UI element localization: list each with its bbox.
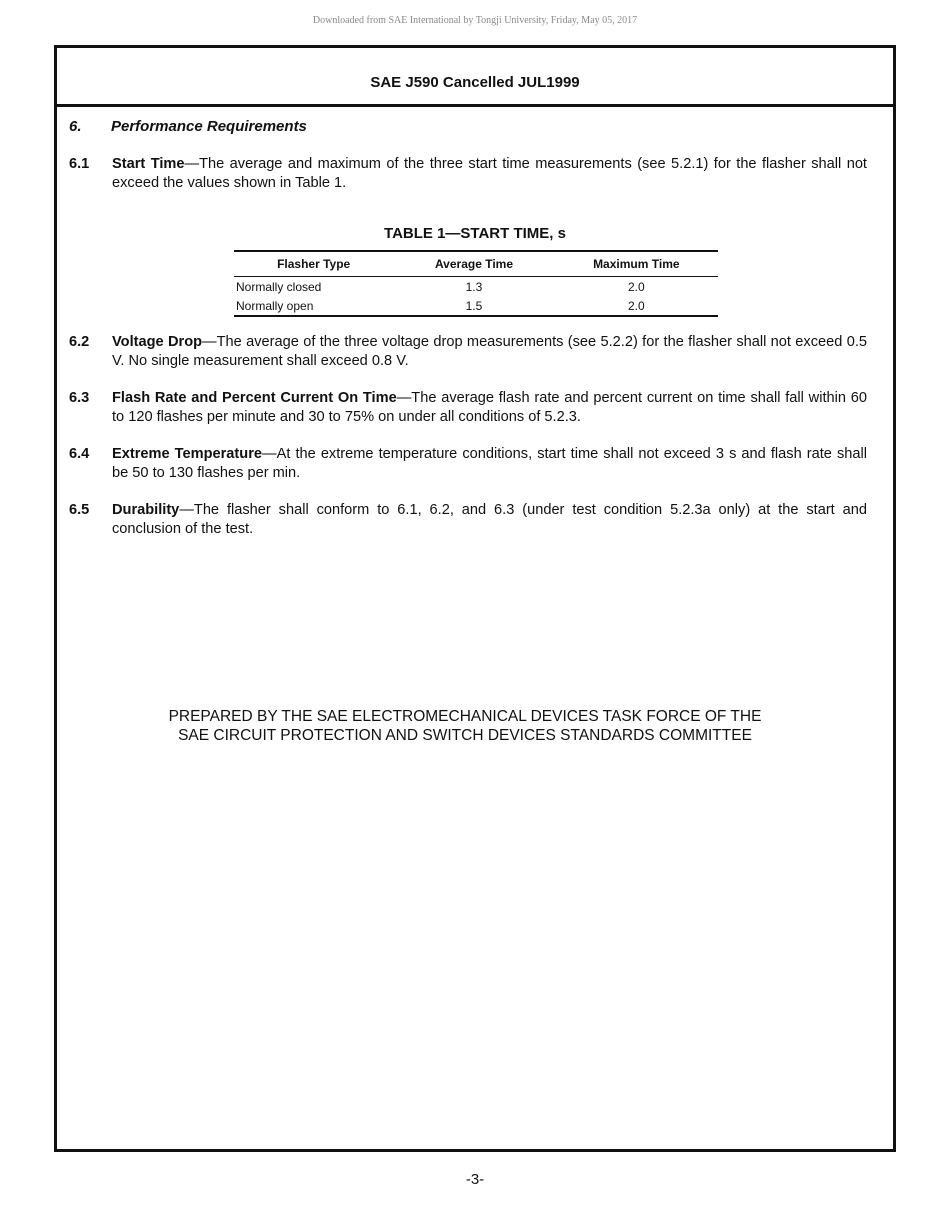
table-header-row bbox=[234, 251, 718, 277]
paragraph-text: —The flasher shall conform to 6.1, 6.2, and 6.3 (under test condition 5.2.3a only) at the start and conclusion of the test. bbox=[112, 502, 867, 537]
table-row bbox=[234, 296, 718, 316]
paragraph-term: Flash Rate and Percent Current On Time bbox=[112, 390, 397, 406]
paragraph-term: Start Time bbox=[112, 156, 185, 172]
paragraph-number: 6.1 bbox=[69, 156, 90, 172]
paragraph-6-2 bbox=[69, 333, 867, 371]
table-cell: 2.0 bbox=[627, 279, 645, 294]
page-number: -3- bbox=[465, 1171, 485, 1188]
paragraph-text: —At the extreme temperature conditions, start time shall not exceed 3 s and flash rate shall be 50 to 130 flashes per min. bbox=[112, 446, 867, 481]
paragraph-text: —The average flash rate and percent current on time shall fall within 60 to 120 flashes per minute and 30 to 75% on under all conditions of 5.2.3. bbox=[112, 390, 868, 425]
paragraph-term: Durability bbox=[112, 502, 180, 518]
paragraph-text: —The average and maximum of the three start time measurements (see 5.2.1) for the flasher shall not exceed the values shown in Table 1. bbox=[112, 156, 867, 191]
table-cell: Normally open bbox=[236, 298, 314, 313]
document-title: SAE J590 Cancelled JUL1999 bbox=[370, 74, 580, 91]
paragraph-term: Extreme Temperature bbox=[112, 446, 262, 462]
paragraph-number: 6.4 bbox=[69, 446, 90, 462]
paragraph-number: 6.2 bbox=[69, 334, 90, 350]
table-cell: Normally closed bbox=[236, 279, 322, 294]
paragraph-6-5 bbox=[69, 501, 867, 539]
section-title: Performance Requirements bbox=[111, 118, 307, 135]
table-cell: 2.0 bbox=[627, 298, 645, 313]
start-time-table bbox=[234, 250, 718, 317]
paragraph-text: —The average of the three voltage drop measurements (see 5.2.2) for the flasher shall not exceed 0.5 V. No single measurement shall exceed 0.8 V. bbox=[112, 334, 868, 369]
paragraph-term: Voltage Drop bbox=[112, 334, 203, 350]
column-header-flasher-type: Flasher Type bbox=[277, 257, 351, 271]
prepared-by-statement bbox=[57, 707, 873, 745]
paragraph-6-1 bbox=[69, 155, 867, 193]
paragraph-number: 6.3 bbox=[69, 390, 90, 406]
page-frame bbox=[54, 45, 896, 1152]
document-header bbox=[57, 48, 893, 107]
table-cell: 1.3 bbox=[465, 279, 483, 294]
column-header-average-time: Average Time bbox=[434, 257, 513, 271]
paragraph-number: 6.5 bbox=[69, 502, 90, 518]
table-row bbox=[234, 277, 718, 297]
table-title: TABLE 1—START TIME, s bbox=[384, 225, 566, 242]
table-cell: 1.5 bbox=[465, 298, 483, 313]
paragraph-6-4 bbox=[69, 445, 867, 483]
section-heading bbox=[69, 118, 307, 135]
prepared-by-line-2: SAE CIRCUIT PROTECTION AND SWITCH DEVICES STANDARDS COMMITTEE bbox=[178, 727, 752, 744]
column-header-maximum-time: Maximum Time bbox=[593, 257, 680, 271]
download-watermark: Downloaded from SAE International by Tongji University, Friday, May 05, 2017 bbox=[312, 15, 638, 26]
paragraph-6-3 bbox=[69, 389, 867, 427]
prepared-by-line-1: PREPARED BY THE SAE ELECTROMECHANICAL DEVICES TASK FORCE OF THE bbox=[168, 708, 762, 725]
section-number: 6. bbox=[69, 118, 82, 135]
